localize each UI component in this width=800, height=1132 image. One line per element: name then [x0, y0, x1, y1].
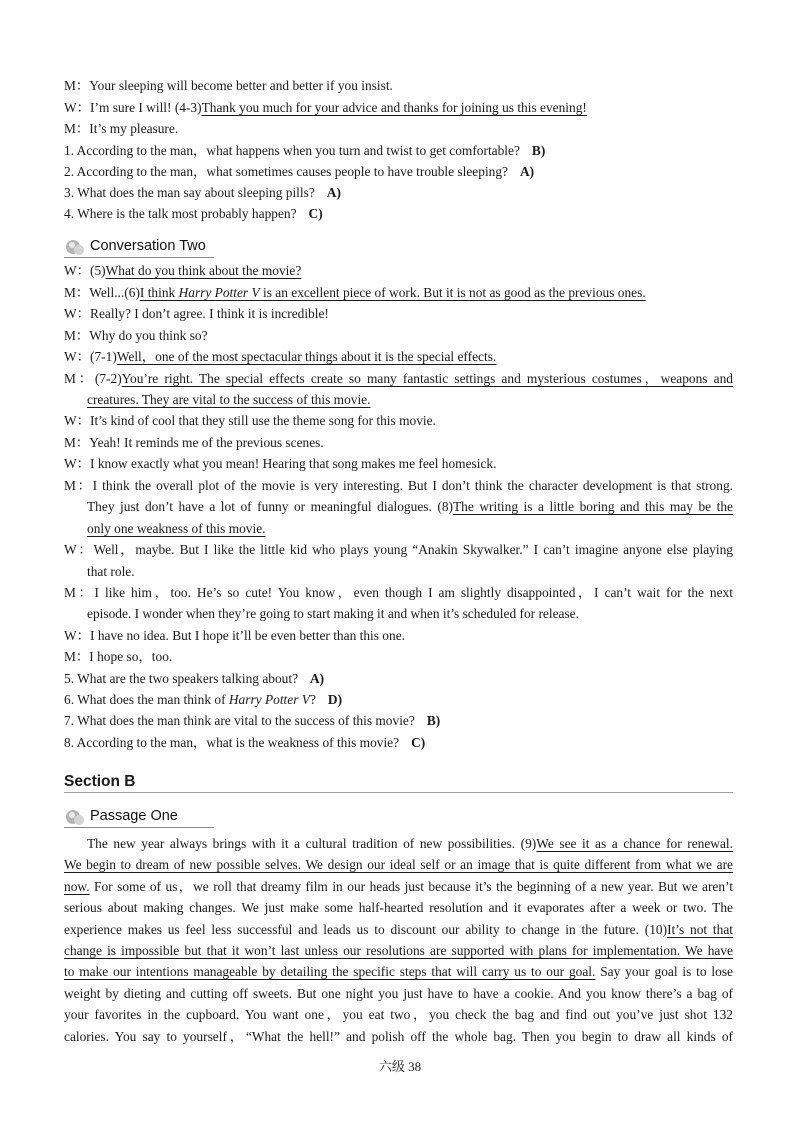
question	[64, 142, 545, 160]
answer-label: A)	[326, 185, 341, 200]
passage-line: your favorites in the cupboard. You want one，you eat two，you check the bag and find out you’ve just shot 132	[64, 1007, 733, 1022]
answer-label: B)	[426, 713, 441, 728]
plain-text: They just don’t have a lot of funny or meaningful dialogues. (8)	[87, 499, 453, 514]
conversation-two-heading	[64, 236, 206, 256]
dialogue-line: W：I have no idea. But I hope it’ll be even better than this one.	[64, 628, 405, 643]
speaker-text: W：I’m sure I will! (4-3)	[64, 100, 202, 115]
passage-one-heading	[64, 806, 178, 826]
passage-line: weight by dieting and cutting off sweets. But one night you just have to have a cookie. And you know there’s a bag of	[64, 986, 733, 1001]
underlined-text: now.	[64, 879, 90, 894]
question-text: ?	[309, 692, 316, 707]
question	[64, 734, 425, 752]
question-text: 7. What does the man think are vital to the success of this movie?	[64, 713, 415, 728]
dialogue-line	[64, 262, 301, 280]
plain-text: Say your goal is to lose	[595, 964, 733, 979]
headphones-icon	[64, 807, 88, 825]
question	[64, 712, 440, 730]
speaker-text: M：(7-2)	[64, 371, 122, 386]
heading-text: Conversation Two	[90, 238, 206, 254]
dialogue-line: W：It’s kind of cool that they still use the theme song for this movie.	[64, 413, 436, 428]
underlined-text: What do you think about the movie?	[105, 263, 302, 278]
passage-line	[64, 921, 733, 939]
section-divider	[64, 792, 733, 793]
answer-label: C)	[411, 735, 426, 750]
dialogue-line: W：Well，maybe. But I like the little kid who plays young “Anakin Skywalker.” I can’t imagine anyone else playing	[64, 542, 733, 557]
passage-line	[64, 856, 733, 874]
dialogue-line: M：I think the overall plot of the movie is very interesting. But I don’t think the character development is that strong.	[64, 478, 733, 493]
movie-title: Harry Potter V	[228, 692, 310, 707]
dialogue-line	[64, 348, 496, 366]
answer-label: A)	[310, 671, 325, 686]
underlined-text: You’re right. The special effects create so many fantastic settings and mysterious costumes，weapons and	[121, 371, 733, 386]
dialogue-line: M：Yeah! It reminds me of the previous scenes.	[64, 435, 324, 450]
speaker-text: W：(7-1)	[64, 349, 117, 364]
dialogue-line: M：Why do you think so?	[64, 328, 208, 343]
underlined-text: creatures. They are vital to the success of this movie.	[87, 392, 371, 407]
dialogue-continuation: that role.	[87, 564, 135, 579]
plain-text: The new year always brings with it a cultural tradition of new possibilities. (9)	[87, 836, 537, 851]
dialogue-continuation	[87, 520, 266, 538]
underlined-text: to make our intentions manageable by detailing the specific steps that will carry us to our goal.	[64, 964, 596, 979]
dialogue-line: W：Really? I don’t agree. I think it is incredible!	[64, 306, 329, 321]
dialogue-line: M：It’s my pleasure.	[64, 121, 179, 136]
passage-line	[64, 942, 733, 960]
dialogue-line: M：I hope so，too.	[64, 649, 173, 664]
question-text: 3. What does the man say about sleeping pills?	[64, 185, 315, 200]
answer-label: A)	[520, 164, 535, 179]
dialogue-line: M：Your sleeping will become better and better if you insist.	[64, 78, 393, 93]
dialogue-continuation: episode. I wonder when they’re going to start making it and when it’s scheduled for release.	[87, 606, 579, 621]
dialogue-continuation	[87, 498, 733, 516]
question-text: 1. According to the man，what happens when you turn and twist to get comfortable?	[64, 143, 520, 158]
speaker-text: W：(5)	[64, 263, 106, 278]
speaker-text: M：Well...(6)	[64, 285, 140, 300]
passage-line	[64, 963, 733, 981]
underlined-text: The writing is a little boring and this may be the	[452, 499, 733, 514]
dialogue-continuation	[87, 391, 370, 409]
plain-text: experience makes us feel less successful and leads us to discount our ability to change in the future. (10)	[64, 922, 668, 937]
question-text: 6. What does the man think of	[64, 692, 229, 707]
question-text: 8. According to the man，what is the weakness of this movie?	[64, 735, 400, 750]
answer-label: C)	[308, 206, 323, 221]
underlined-text: change is impossible but that it won’t last unless our resolutions are supported with plans for implementation. We have	[64, 943, 733, 958]
section-b-title: Section B	[64, 773, 136, 790]
answer-label: D)	[327, 692, 343, 707]
underlined-text: It’s not that	[667, 922, 734, 937]
page-number: 六级 38	[378, 1059, 422, 1074]
dialogue-line	[64, 284, 646, 302]
question	[64, 691, 342, 709]
headphones-icon	[64, 237, 88, 255]
underlined-text: I think Harry Potter V is an excellent piece of work. But it is not as good as the previous ones.	[139, 285, 646, 300]
passage-line: calories. You say to yourself，“What the hell!” and polish off the whole bag. Then you begin to draw all kinds of	[64, 1029, 733, 1044]
question	[64, 670, 324, 688]
passage-line	[87, 835, 733, 853]
question-text: 4. Where is the talk most probably happen?	[64, 206, 297, 221]
dialogue-line	[64, 370, 733, 388]
question	[64, 184, 341, 202]
passage-line	[64, 878, 733, 896]
movie-title: Harry Potter V	[178, 285, 260, 300]
underlined-text: Thank you much for your advice and thanks for joining us this evening!	[201, 100, 587, 115]
dialogue-line: M：I like him，too. He’s so cute! You know，even though I am slightly disappointed，I can’t wait for the next	[64, 585, 733, 600]
answer-label: B)	[531, 143, 546, 158]
question	[64, 205, 323, 223]
dialogue-line	[64, 99, 587, 117]
underlined-text: We begin to dream of new possible selves. We design our ideal self or an image that is quite different from what we are	[64, 857, 733, 872]
question-text: 2. According to the man，what sometimes causes people to have trouble sleeping?	[64, 164, 509, 179]
plain-text: For some of us，we roll that dreamy film in our heads just because it’s the beginning of a new year. But we aren’t	[89, 879, 733, 894]
underlined-text: Well，one of the most spectacular things about it is the special effects.	[116, 349, 497, 364]
passage-line: serious about making changes. We just make some half-hearted resolution and it evaporates after a week or two. The	[64, 900, 733, 915]
question-text: 5. What are the two speakers talking about?	[64, 671, 299, 686]
underlined-text: We see it as a chance for renewal.	[536, 836, 733, 851]
dialogue-line: W：I know exactly what you mean! Hearing that song makes me feel homesick.	[64, 456, 497, 471]
heading-text: Passage One	[90, 808, 178, 824]
question	[64, 163, 534, 181]
underlined-text: only one weakness of this movie.	[87, 521, 266, 536]
